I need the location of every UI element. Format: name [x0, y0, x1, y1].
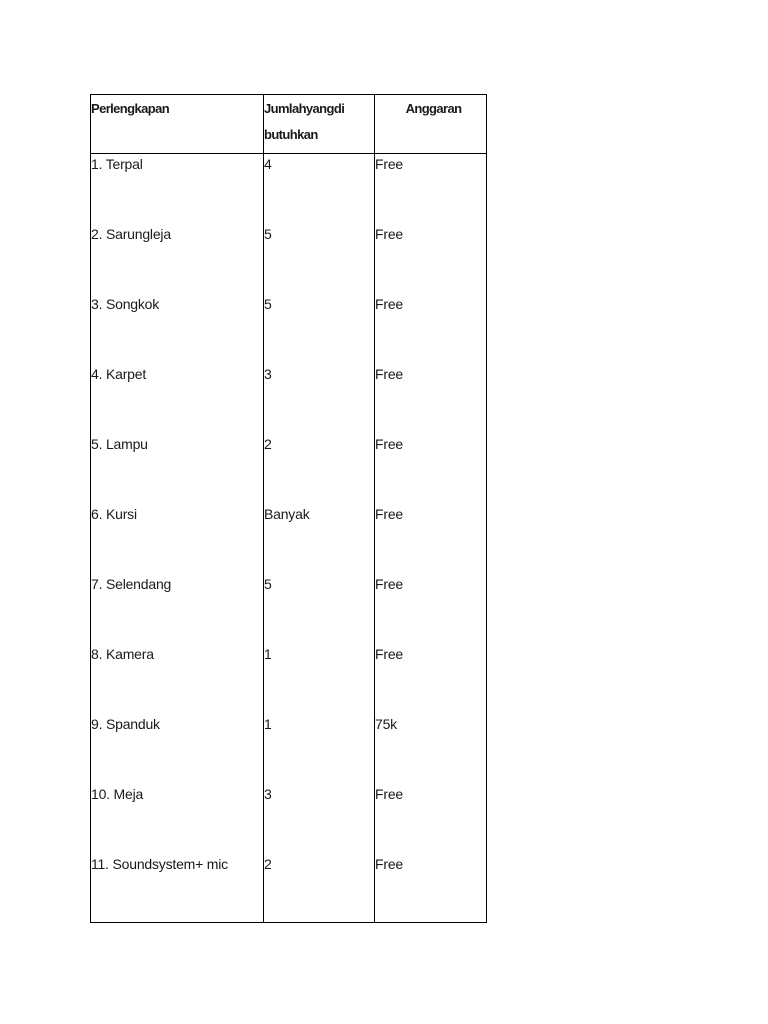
item-cell: [91, 504, 264, 574]
budget-cell: [375, 714, 487, 784]
quantity-cell-text: 4: [264, 156, 272, 172]
budget-cell: [375, 294, 487, 364]
table-row: [91, 574, 487, 644]
item-cell-text: 6. Kursi: [91, 506, 137, 522]
equipment-table: [90, 94, 487, 923]
budget-cell-text: Free: [375, 296, 403, 312]
item-cell-text: 2. Sarungleja: [91, 226, 171, 242]
item-cell: [91, 644, 264, 714]
table-row: [91, 364, 487, 434]
budget-cell-text: Free: [375, 646, 403, 662]
quantity-cell-text: 2: [264, 856, 272, 872]
budget-cell: [375, 574, 487, 644]
budget-cell: [375, 784, 487, 854]
item-cell-text: 8. Kamera: [91, 646, 154, 662]
budget-cell-text: Free: [375, 576, 403, 592]
budget-cell-text: Free: [375, 856, 403, 872]
table-row: [91, 854, 487, 923]
budget-cell: [375, 434, 487, 504]
item-cell: [91, 574, 264, 644]
header-budget-label: Anggaran: [405, 101, 462, 116]
quantity-cell-text: 5: [264, 576, 272, 592]
item-cell-text: 7. Selendang: [91, 576, 172, 592]
quantity-cell: [264, 504, 375, 574]
header-quantity: [264, 95, 375, 154]
item-cell-text: 4. Karpet: [91, 366, 147, 382]
header-item-label: Perlengkapan: [91, 101, 170, 116]
quantity-cell: [264, 154, 375, 225]
quantity-cell: [264, 434, 375, 504]
table-header-row: [91, 95, 487, 154]
budget-cell-text: Free: [375, 366, 403, 382]
budget-cell-text: Free: [375, 156, 403, 172]
header-quantity-label: Jumlahyangdi butuhkan: [264, 101, 345, 142]
item-cell-text: 9. Spanduk: [91, 716, 160, 732]
table-row: [91, 644, 487, 714]
item-cell: [91, 854, 264, 923]
table-row: [91, 504, 487, 574]
table-row: [91, 714, 487, 784]
item-cell: [91, 294, 264, 364]
budget-cell-text: Free: [375, 506, 403, 522]
quantity-cell: [264, 224, 375, 294]
budget-cell-text: Free: [375, 226, 403, 242]
item-cell-text: 5. Lampu: [91, 436, 148, 452]
table-row: [91, 784, 487, 854]
table-row: [91, 294, 487, 364]
table-row: [91, 434, 487, 504]
quantity-cell-text: 5: [264, 296, 272, 312]
item-cell-text: 11. Soundsystem+ mic: [91, 856, 228, 872]
quantity-cell: [264, 364, 375, 434]
quantity-cell-text: 1: [264, 716, 272, 732]
budget-cell-text: Free: [375, 436, 403, 452]
quantity-cell-text: 5: [264, 226, 272, 242]
quantity-cell-text: 3: [264, 366, 272, 382]
header-budget: [375, 95, 487, 154]
budget-cell: [375, 224, 487, 294]
item-cell: [91, 434, 264, 504]
quantity-cell: [264, 644, 375, 714]
item-cell-text: 10. Meja: [91, 786, 144, 802]
budget-cell: [375, 504, 487, 574]
quantity-cell-text: 3: [264, 786, 272, 802]
quantity-cell-text: Banyak: [264, 506, 310, 522]
item-cell: [91, 224, 264, 294]
budget-cell: [375, 364, 487, 434]
budget-cell-text: Free: [375, 786, 403, 802]
quantity-cell: [264, 714, 375, 784]
quantity-cell: [264, 784, 375, 854]
quantity-cell: [264, 854, 375, 923]
table-row: [91, 224, 487, 294]
item-cell-text: 3. Songkok: [91, 296, 160, 312]
item-cell: [91, 784, 264, 854]
item-cell: [91, 714, 264, 784]
quantity-cell-text: 1: [264, 646, 272, 662]
quantity-cell: [264, 294, 375, 364]
budget-cell: [375, 854, 487, 923]
budget-cell-text: 75k: [375, 716, 397, 732]
item-cell: [91, 364, 264, 434]
item-cell: [91, 154, 264, 225]
header-item: [91, 95, 264, 154]
quantity-cell: [264, 574, 375, 644]
item-cell-text: 1. Terpal: [91, 156, 143, 172]
budget-cell: [375, 644, 487, 714]
quantity-cell-text: 2: [264, 436, 272, 452]
table-row: [91, 154, 487, 225]
budget-cell: [375, 154, 487, 225]
